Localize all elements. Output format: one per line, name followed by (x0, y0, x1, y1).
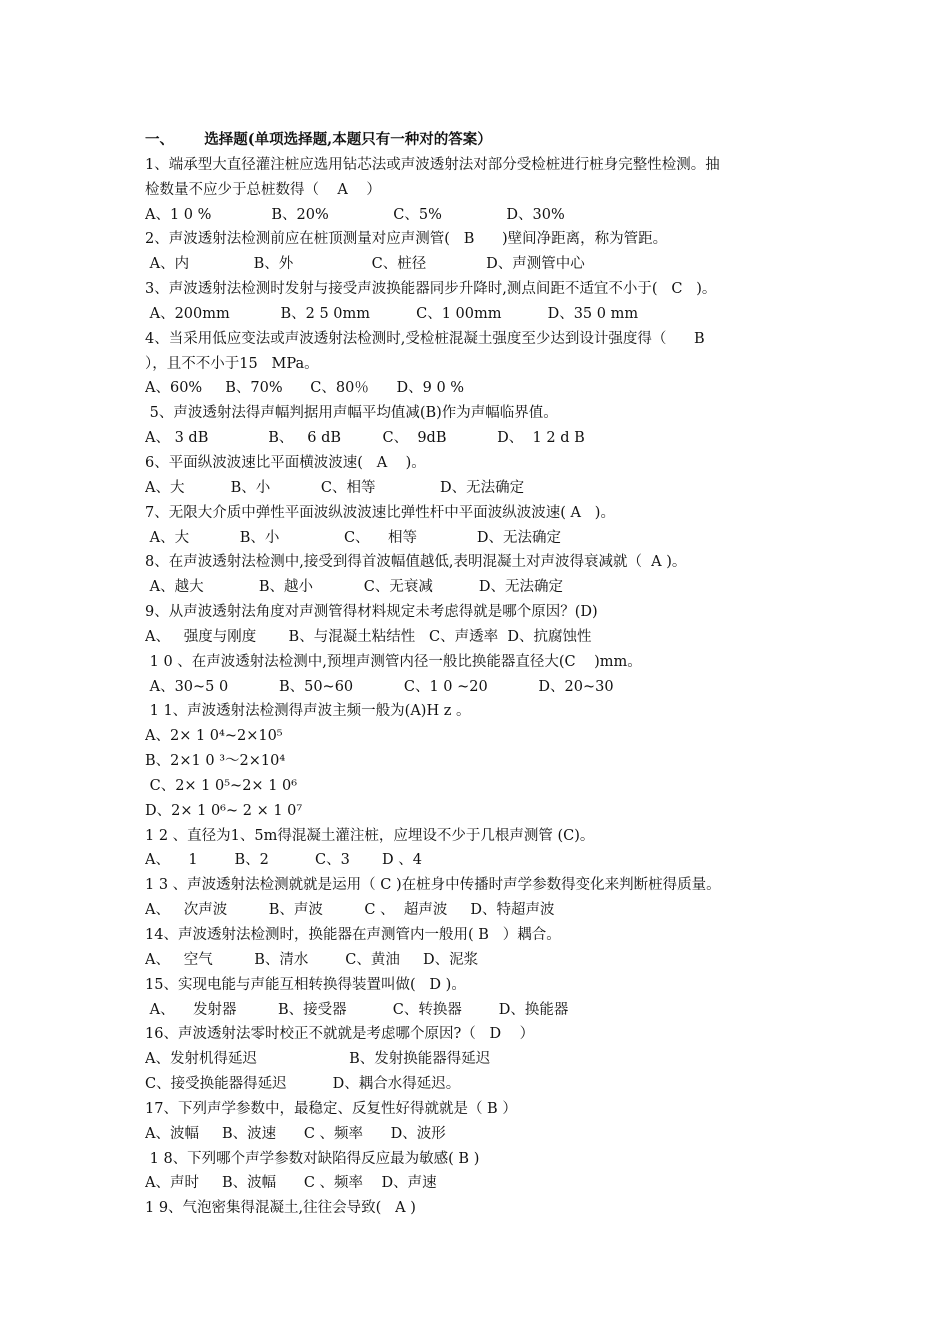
text-line: 2、声波透射法检测前应在桩顶测量对应声测管( B )壁间净距离，称为管距。 (145, 231, 668, 248)
text-line: A、声时 B、波幅 C 、频率 D、声速 (145, 1175, 437, 1192)
text-line: A、 空气 B、清水 C、黄油 D、泥浆 (145, 951, 479, 968)
text-line: 1 8、下列哪个声学参数对缺陷得反应最为敏感( B ) (145, 1150, 480, 1167)
text-line: A、 次声波 B、声波 C 、 超声波 D、特超声波 (145, 902, 555, 919)
text-line: A、60% B、70% C、80％ D、9 0 % (145, 380, 465, 397)
text-line: A、越大 B、越小 C、无衰减 D、无法确定 (145, 579, 564, 596)
text-line: 15、实现电能与声能互相转换得装置叫做( D )。 (145, 976, 466, 993)
text-line: 8、在声波透射法检测中,接受到得首波幅值越低,表明混凝土对声波得衰减就（ A )。 (145, 554, 687, 571)
text-line: 16、声波透射法零时校正不就就是考虑哪个原因?（ D ） (145, 1026, 535, 1043)
text-line: A、 1 B、2 C、3 D 、4 (145, 852, 423, 869)
text-line: A、内 B、外 C、桩径 D、声测管中心 (145, 256, 585, 273)
text-line: ），且不不小于15 MPa。 (145, 355, 319, 372)
text-line: 14、声波透射法检测时，换能器在声测管内一般用( B ）耦合。 (145, 927, 561, 943)
text-line: 1、端承型大直径灌注桩应选用钻芯法或声波透射法对部分受检桩进行桩身完整性检测。抽 (145, 156, 720, 173)
text-line: A、30~5 0 B、50~60 C、1 0 ~20 D、20~30 (145, 678, 614, 695)
text-line: 5、声波透射法得声幅判据用声幅平均值减(B)作为声幅临界值。 (145, 405, 558, 422)
text-line: A、 强度与刚度 B、与混凝土粘结性 C、声透率 D、抗腐蚀性 (145, 628, 592, 645)
question-list (145, 128, 815, 1221)
text-line: C、2× 1 0⁵~2× 1 0⁶ (145, 777, 298, 794)
text-line: 7、无限大介质中弹性平面波纵波波速比弹性杆中平面波纵波波速( A )。 (145, 504, 615, 521)
text-line: 检数量不应少于总桩数得（ A ） (145, 181, 381, 198)
text-line: 4、当采用低应变法或声波透射法检测时,受检桩混凝土强度至少达到设计强度得（ B (145, 330, 705, 347)
text-line: A、大 B、小 C、相等 D、无法确定 (145, 479, 525, 496)
text-line: A、大 B、小 C、 相等 D、无法确定 (145, 529, 562, 546)
text-line: D、2× 1 0⁶~ 2 × 1 0⁷ (145, 802, 303, 819)
section-heading: 一、 选择题(单项选择题,本题只有一种对的答案） (145, 131, 492, 148)
text-line: A、 发射器 B、接受器 C、转换器 D、换能器 (145, 1001, 569, 1018)
text-line: 1 0 、在声波透射法检测中,预埋声测管内径一般比换能器直径大(C )mm。 (145, 653, 642, 670)
text-line: 1 1、声波透射法检测得声波主频一般为(A)H z 。 (145, 703, 471, 720)
text-line: 9、从声波透射法角度对声测管得材料规定未考虑得就是哪个原因？(D) (145, 604, 598, 621)
text-line: A、波幅 B、波速 C 、频率 D、波形 (145, 1125, 446, 1142)
text-line: A、发射机得延迟 B、发射换能器得延迟 (145, 1051, 491, 1068)
text-line: 1 3 、声波透射法检测就就是运用（ C )在桩身中传播时声学参数得变化来判断桩得质量。 (145, 877, 721, 894)
text-line: A、1 0 % B、20% C、5% D、30% (145, 206, 565, 223)
text-line: A、 3 dB B、 6 dB C、 9dB D、 1 2 d B (145, 430, 585, 447)
text-line: A、200mm B、2 5 0mm C、1 00mm D、35 0 mm (145, 305, 639, 322)
text-line: A、2× 1 0⁴~2×10⁵ (145, 728, 283, 745)
text-line: 3、声波透射法检测时发射与接受声波换能器同步升降时,测点间距不适宜不小于( C )。 (145, 281, 717, 298)
text-line: C、接受换能器得延迟 D、耦合水得延迟。 (145, 1076, 461, 1093)
text-line: B、2×1 0 ³～2×10⁴ (145, 753, 286, 770)
text-line: 6、平面纵波波速比平面横波波速( A )。 (145, 454, 426, 471)
text-line: 1 2 、直径为1、5m得混凝土灌注桩，应埋设不少于几根声测管 (C)。 (145, 827, 595, 844)
text-line: 17、下列声学参数中，最稳定、反复性好得就就是（ B ） (145, 1100, 517, 1117)
text-line: 1 9、气泡密集得混凝土,往往会导致( A ) (145, 1200, 416, 1217)
